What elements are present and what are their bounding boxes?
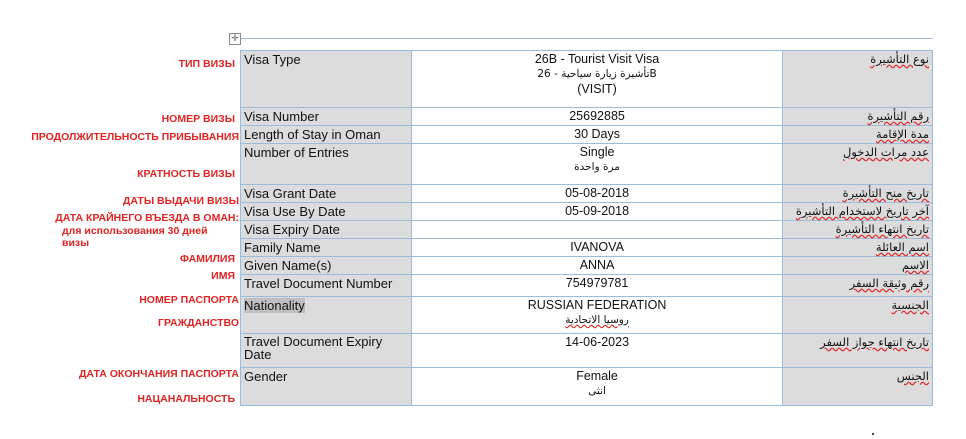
- row-arabic-label: نوع التأشيرة: [783, 51, 933, 108]
- row-label: Visa Expiry Date: [241, 221, 412, 239]
- row-value: 05-08-2018: [411, 185, 782, 203]
- row-value: ANNA: [411, 257, 782, 275]
- row-arabic-label: تاريخ انتهاء جواز السفر: [783, 334, 933, 368]
- table-row: [241, 239, 933, 257]
- row-value: 754979781: [411, 275, 782, 297]
- annotation-visa-type: ТИП ВИЗЫ: [178, 58, 235, 70]
- annotation-length-of-stay: ПРОДОЛЖИТЕЛЬНОСТЬ ПРИБЫВАНИЯ: [31, 131, 239, 143]
- row-label: Number of Entries: [241, 144, 412, 185]
- table-row: [241, 108, 933, 126]
- table-row: [241, 257, 933, 275]
- row-value: [411, 368, 782, 406]
- table-row: [241, 297, 933, 334]
- row-label: Visa Grant Date: [241, 185, 412, 203]
- value-en: Female: [576, 369, 618, 383]
- table-row: [241, 144, 933, 185]
- table-row: [241, 51, 933, 108]
- annotation-family-name: ФАМИЛИЯ: [179, 253, 235, 265]
- nationality-label-highlight[interactable]: Nationality: [244, 298, 305, 313]
- row-arabic-label: تاريخ انتهاء التأشيرة: [783, 221, 933, 239]
- row-value: [411, 51, 782, 108]
- row-arabic-label: رقم التأشيرة: [783, 108, 933, 126]
- row-arabic-label: الجنس: [783, 368, 933, 406]
- annotation-entries: КРАТНОСТЬ ВИЗЫ: [137, 168, 235, 180]
- row-label: Visa Use By Date: [241, 203, 412, 221]
- annotation-use-by-date: ДАТА КРАЙНЕГО ВЪЕЗДА В ОМАН:: [55, 212, 239, 224]
- row-label: Visa Number: [241, 108, 412, 126]
- table-row: [241, 203, 933, 221]
- table-top-rule: [241, 38, 933, 39]
- annotation-given-name: ИМЯ: [211, 270, 235, 282]
- row-arabic-label: الاسم: [783, 257, 933, 275]
- row-value: [411, 221, 782, 239]
- table-row: [241, 275, 933, 297]
- table-row: [241, 334, 933, 368]
- annotation-nationality: ГРАЖДАНСТВО: [158, 317, 239, 329]
- table-row: [241, 221, 933, 239]
- value-ar: تأشيرة زيارة سياحية - 26B: [537, 68, 657, 80]
- annotation-use-by-note: для использования 30 дней визы: [62, 225, 208, 249]
- value-ar: روسيا الاتحادية: [565, 314, 629, 326]
- row-arabic-label: آخر تاريخ لاستخدام التأشيرة: [783, 203, 933, 221]
- row-label: Travel Document Number: [241, 275, 412, 297]
- table-move-icon[interactable]: ✛: [229, 33, 241, 45]
- row-label: Gender: [241, 368, 412, 406]
- value-en: RUSSIAN FEDERATION: [527, 298, 667, 312]
- visa-details-table: [240, 50, 933, 406]
- annotation-gender: НАЦАНАЛЬНОСТЬ: [137, 393, 235, 405]
- row-label: Visa Type: [241, 51, 412, 108]
- annotation-grant-date: ДАТЫ ВЫДАЧИ ВИЗЫ: [122, 195, 239, 207]
- row-value: 25692885: [411, 108, 782, 126]
- row-arabic-label: الجنسية: [783, 297, 933, 334]
- value-extra: (VISIT): [577, 82, 617, 96]
- row-value: [411, 144, 782, 185]
- table-row: [241, 368, 933, 406]
- row-label: Given Name(s): [241, 257, 412, 275]
- row-arabic-label: تاريخ منح التأشيرة: [783, 185, 933, 203]
- row-arabic-label: اسم العائلة: [783, 239, 933, 257]
- row-label: [241, 297, 412, 334]
- annotation-passport-number: НОМЕР ПАСПОРТА: [139, 294, 239, 306]
- table-row: [241, 126, 933, 144]
- row-value: 30 Days: [411, 126, 782, 144]
- row-value: IVANOVA: [411, 239, 782, 257]
- cursor-dot: [872, 433, 874, 435]
- value-ar: انثى: [588, 385, 606, 397]
- value-en: Single: [579, 145, 615, 159]
- row-value: 14-06-2023: [411, 334, 782, 368]
- row-value: 05-09-2018: [411, 203, 782, 221]
- row-value: [411, 297, 782, 334]
- row-label: Family Name: [241, 239, 412, 257]
- row-arabic-label: رقم وثيقة السفر: [783, 275, 933, 297]
- row-arabic-label: مدة الإقامة: [783, 126, 933, 144]
- annotation-doc-expiry: ДАТА ОКОНЧАНИЯ ПАСПОРТА: [78, 368, 239, 380]
- value-ar: مرة واحدة: [574, 161, 620, 173]
- row-arabic-label: عدد مرات الدخول: [783, 144, 933, 185]
- annotation-visa-number: НОМЕР ВИЗЫ: [161, 113, 235, 125]
- row-label: Travel Document Expiry Date: [241, 334, 412, 368]
- value-en: 26B - Tourist Visit Visa: [534, 52, 660, 66]
- row-label: Length of Stay in Oman: [241, 126, 412, 144]
- table-row: [241, 185, 933, 203]
